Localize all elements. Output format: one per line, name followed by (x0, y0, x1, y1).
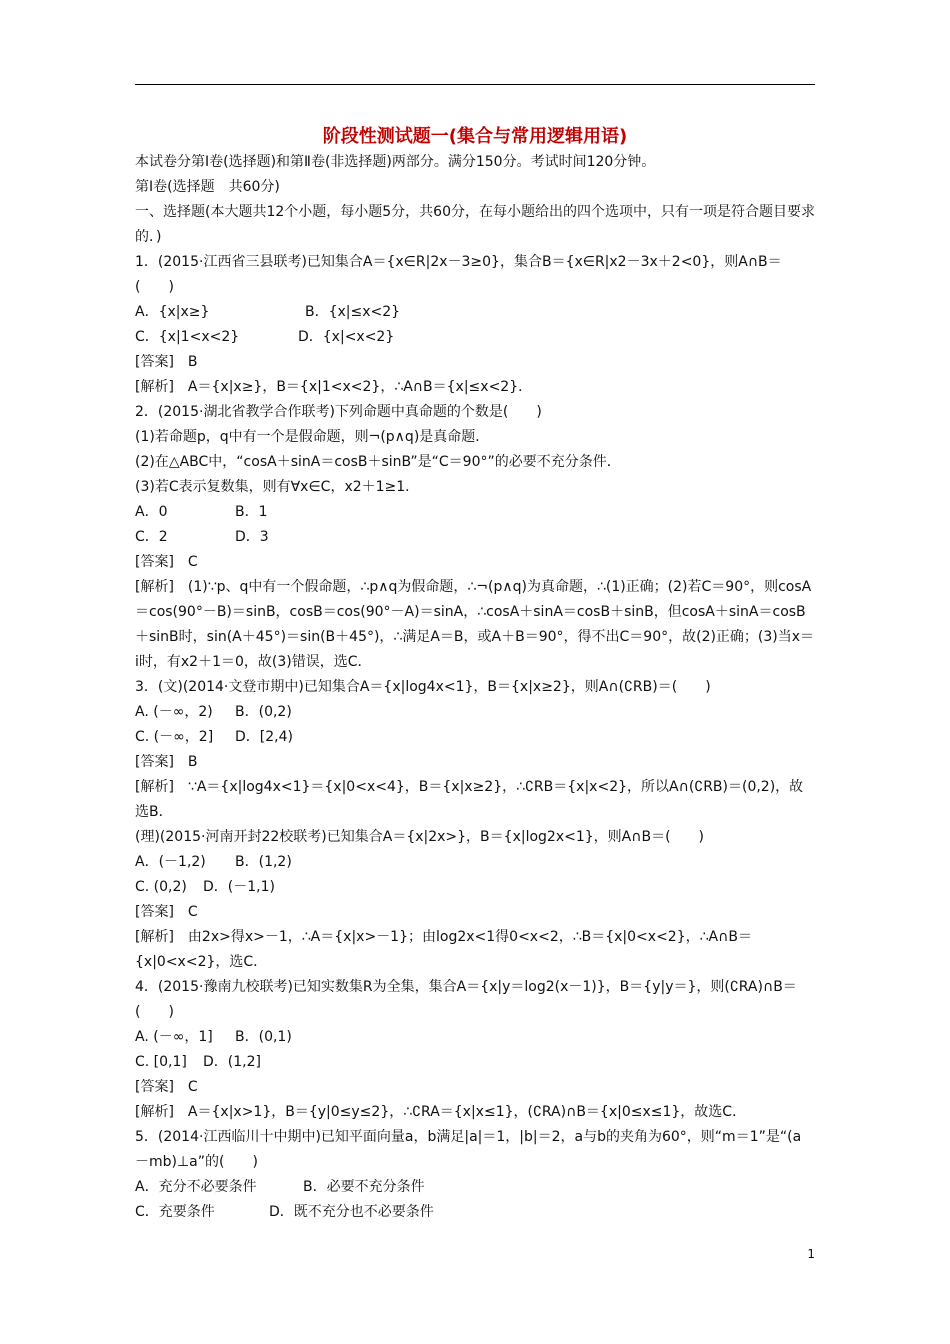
analysis-line: [解析] ∵A＝{x|log4x<1}＝{x|0<x<4}，B＝{x|x≥2}，∴∁RB＝{x|x<2}，所以A∩(∁RB)＝(0,2)，故选B． (135, 779, 804, 820)
option-c: C．充要条件 (135, 1204, 215, 1220)
header-rule (135, 84, 815, 85)
options-row (135, 325, 815, 350)
answer-line: [答案] C (135, 554, 198, 570)
option-b: B．必要不充分条件 (303, 1179, 425, 1195)
section-instructions: 一、选择题(本大题共12个小题，每小题5分，共60分，在每小题给出的四个选项中，只有一项是符合题目要求的．) (135, 204, 815, 245)
option-d: D．(1,2] (203, 1054, 261, 1070)
options-row (135, 700, 815, 725)
analysis-line: [解析] A＝{x|x≥}，B＝{x|1<x<2}，∴A∩B＝{x|≤x<2}． (135, 379, 533, 395)
option-b: B．{x|≤x<2} (305, 304, 401, 320)
option-d: D．[2,4) (235, 729, 293, 745)
document-body (135, 150, 815, 1225)
options-row (135, 875, 815, 900)
options-row (135, 500, 815, 525)
option-b: B．(0,2) (235, 704, 292, 720)
question-1: 1．(2015·江西省三县联考)已知集合A＝{x∈R|2x－3≥0}，集合B＝{x∈R|x2－3x＋2<0}，则A∩B＝( ) (135, 254, 782, 295)
statement-1: (1)若命题p，q中有一个是假命题，则¬(p∧q)是真命题． (135, 429, 490, 445)
options-row (135, 725, 815, 750)
option-b: B．(0,1) (235, 1029, 292, 1045)
options-row (135, 1050, 815, 1075)
option-d: D．{x|<x<2} (298, 329, 395, 345)
answer-line: [答案] B (135, 754, 198, 770)
option-c: C. (－∞，2] (135, 729, 214, 745)
option-c: C. [0,1] (135, 1054, 187, 1070)
options-row (135, 1025, 815, 1050)
option-c: C．{x|1<x<2} (135, 329, 240, 345)
option-a: A. (－∞，2) (135, 704, 213, 720)
analysis-line: [解析] (1)∵p、q中有一个假命题，∴p∧q为假命题，∴¬(p∧q)为真命题，∴(1)正确；(2)若C＝90°，则cosA＝cos(90°－B)＝sinB，cosB＝cos(90°－A)＝sinA，∴cosA＋sinA＝cosB＋sinB，但cosA＋sinA＝cosB＋sinB时，sin(A＋45°)＝sin(B＋45°)，∴满足A＝B，或A＋B＝90°，得不出C＝90°，故(2)正确；(3)当x＝i时，有x2＋1＝0，故(3)错误，选C． (135, 579, 815, 670)
options-row (135, 1175, 815, 1200)
answer-line: [答案] C (135, 904, 198, 920)
option-d: D．既不充分也不必要条件 (269, 1204, 434, 1220)
question-4: 4．(2015·豫南九校联考)已知实数集R为全集，集合A＝{x|y＝log2(x－1)}，B＝{y|y＝}，则(∁RA)∩B＝( ) (135, 979, 797, 1020)
statement-3: (3)若C表示复数集，则有∀x∈C，x2＋1≥1. (135, 479, 410, 495)
option-d: D．(－1,1) (203, 879, 275, 895)
question-3-wen: 3．(文)(2014·文登市期中)已知集合A＝{x|log4x<1}，B＝{x|x≥2}，则A∩(∁RB)＝( ) (135, 679, 711, 695)
intro-line: 本试卷分第Ⅰ卷(选择题)和第Ⅱ卷(非选择题)两部分。满分150分。考试时间120分钟。 (135, 154, 656, 170)
question-3-li: (理)(2015·河南开封22校联考)已知集合A＝{x|2x>}，B＝{x|log2x<1}，则A∩B＝( ) (135, 829, 705, 845)
option-c: C. (0,2) (135, 879, 187, 895)
answer-line: [答案] B (135, 354, 198, 370)
option-a: A．{x|x≥} (135, 304, 210, 320)
page-number: 1 (807, 1247, 815, 1261)
option-b: B．1 (235, 504, 268, 520)
question-5: 5．(2014·江西临川十中期中)已知平面向量a，b满足|a|＝1，|b|＝2，a与b的夹角为60°，则“m＝1”是“(a－mb)⊥a”的( ) (135, 1129, 802, 1170)
option-a: A．0 (135, 504, 168, 520)
option-c: C．2 (135, 529, 168, 545)
section-heading: 第Ⅰ卷(选择题 共60分) (135, 179, 280, 195)
page-title: 阶段性测试题一(集合与常用逻辑用语) (322, 126, 628, 147)
option-a: A. (－∞，1] (135, 1029, 213, 1045)
option-a: A．充分不必要条件 (135, 1179, 257, 1195)
analysis-line: [解析] A＝{x|x>1}，B＝{y|0≤y≤2}，∴∁RA＝{x|x≤1}，(∁RA)∩B＝{x|0≤x≤1}，故选C． (135, 1104, 747, 1120)
question-2: 2．(2015·湖北省教学合作联考)下列命题中真命题的个数是( ) (135, 404, 542, 420)
option-b: B．(1,2) (235, 854, 292, 870)
analysis-line: [解析] 由2x>得x>－1，∴A＝{x|x>－1}；由log2x<1得0<x<2，∴B＝{x|0<x<2}，∴A∩B＝{x|0<x<2}，选C． (135, 929, 752, 970)
options-row (135, 525, 815, 550)
option-a: A．(－1,2) (135, 854, 206, 870)
options-row (135, 850, 815, 875)
options-row (135, 1200, 815, 1225)
statement-2: (2)在△ABC中，“cosA＋sinA＝cosB＋sinB”是“C＝90°”的必要不充分条件． (135, 454, 621, 470)
option-d: D．3 (235, 529, 269, 545)
answer-line: [答案] C (135, 1079, 198, 1095)
options-row (135, 300, 815, 325)
